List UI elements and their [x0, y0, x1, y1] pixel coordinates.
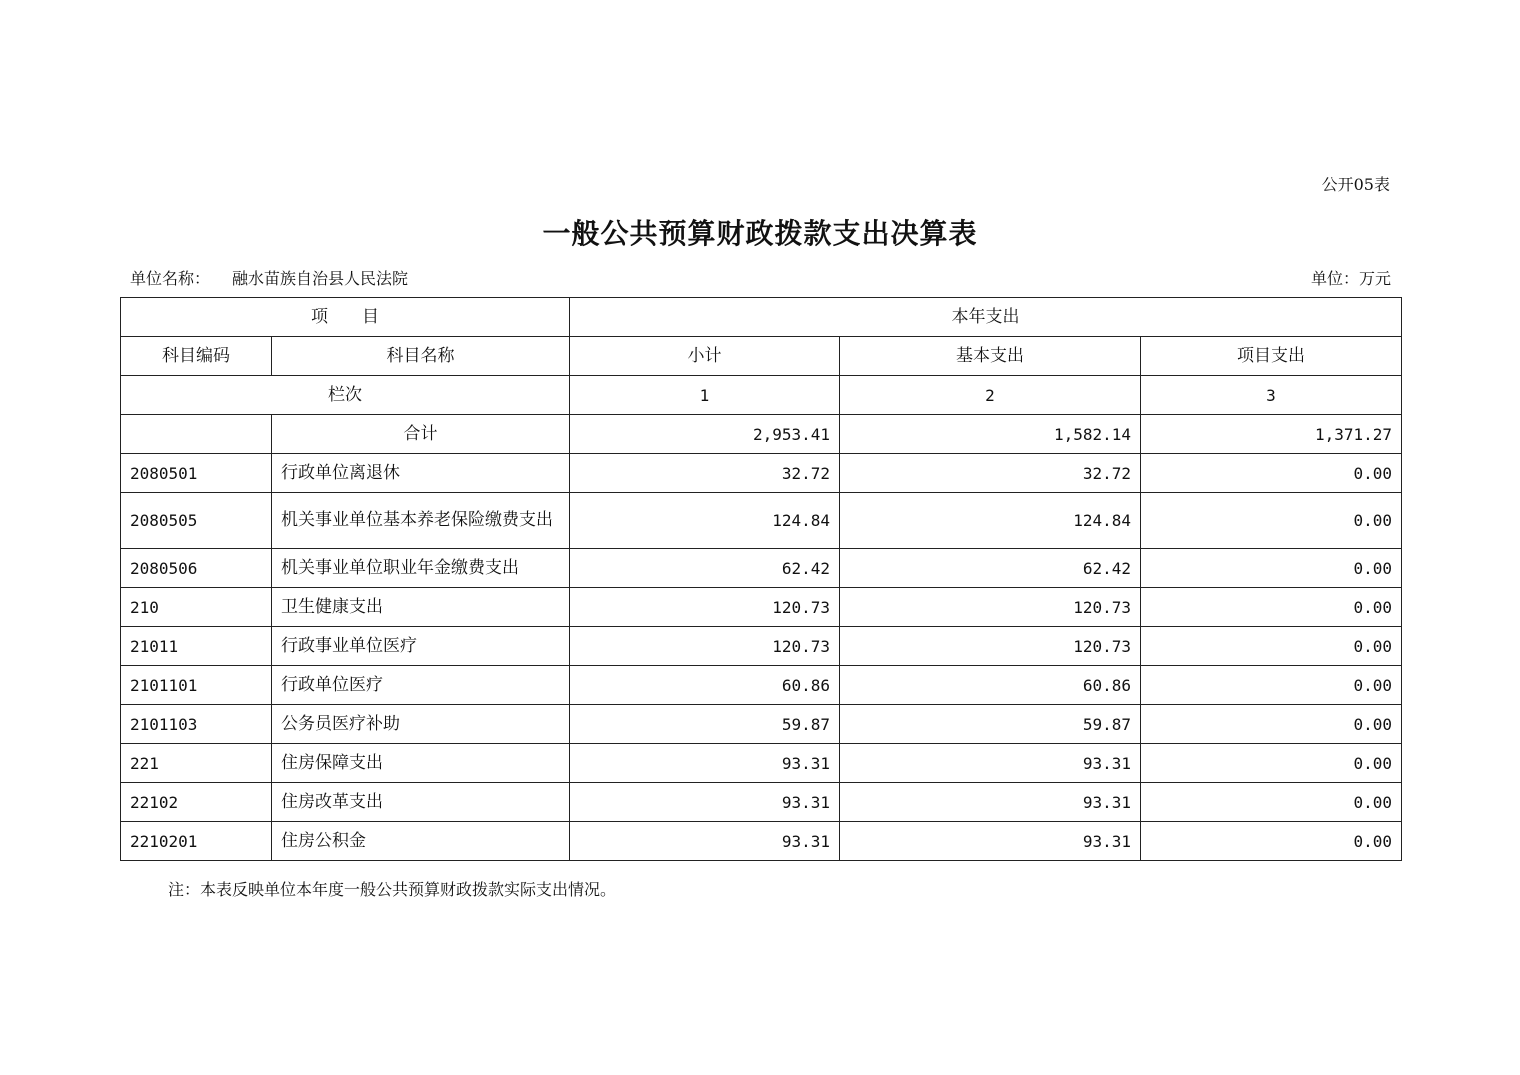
row-name: 住房保障支出	[272, 744, 570, 783]
header-code: 科目编码	[121, 337, 272, 376]
row-code: 2080501	[121, 454, 272, 493]
row-name: 机关事业单位职业年金缴费支出	[272, 549, 570, 588]
row-name: 卫生健康支出	[272, 588, 570, 627]
row-name: 行政单位离退休	[272, 454, 570, 493]
table-row	[121, 666, 1402, 705]
header-col-1: 1	[570, 376, 840, 415]
footnote: 注：本表反映单位本年度一般公共预算财政拨款实际支出情况。	[168, 880, 617, 899]
row-basic: 62.42	[840, 549, 1141, 588]
header-row-label: 栏次	[121, 376, 570, 415]
header-item-group: 项 目	[121, 298, 570, 337]
table-row	[121, 744, 1402, 783]
row-project: 0.00	[1141, 783, 1402, 822]
row-code: 2080505	[121, 493, 272, 549]
header-year-expense-group: 本年支出	[570, 298, 1402, 337]
total-code-cell	[121, 415, 272, 454]
header-subtotal: 小计	[570, 337, 840, 376]
total-subtotal: 2,953.41	[570, 415, 840, 454]
row-project: 0.00	[1141, 549, 1402, 588]
row-name: 公务员医疗补助	[272, 705, 570, 744]
header-row-index	[121, 376, 1402, 415]
row-subtotal: 120.73	[570, 588, 840, 627]
row-subtotal: 93.31	[570, 783, 840, 822]
unit-name: 融水苗族自治县人民法院	[232, 269, 409, 288]
row-basic: 93.31	[840, 822, 1141, 861]
row-project: 0.00	[1141, 705, 1402, 744]
header-row-group	[121, 298, 1402, 337]
total-basic: 1,582.14	[840, 415, 1141, 454]
header-col-2: 2	[840, 376, 1141, 415]
row-subtotal: 32.72	[570, 454, 840, 493]
row-name: 住房改革支出	[272, 783, 570, 822]
row-project: 0.00	[1141, 666, 1402, 705]
expenditure-table	[120, 297, 1402, 861]
row-code: 22102	[121, 783, 272, 822]
table-row	[121, 588, 1402, 627]
form-code: 公开05表	[1321, 175, 1390, 194]
table-row	[121, 705, 1402, 744]
row-subtotal: 60.86	[570, 666, 840, 705]
unit-info-row	[130, 266, 1391, 288]
header-basic: 基本支出	[840, 337, 1141, 376]
header-name: 科目名称	[272, 337, 570, 376]
row-subtotal: 59.87	[570, 705, 840, 744]
row-project: 0.00	[1141, 627, 1402, 666]
row-subtotal: 120.73	[570, 627, 840, 666]
table-row	[121, 454, 1402, 493]
row-name: 住房公积金	[272, 822, 570, 861]
total-label: 合计	[272, 415, 570, 454]
row-code: 221	[121, 744, 272, 783]
currency-unit: 单位：万元	[1310, 269, 1391, 288]
table-row	[121, 783, 1402, 822]
header-col-3: 3	[1141, 376, 1402, 415]
row-basic: 124.84	[840, 493, 1141, 549]
unit-name-block	[130, 266, 408, 289]
row-subtotal: 93.31	[570, 822, 840, 861]
total-project: 1,371.27	[1141, 415, 1402, 454]
row-project: 0.00	[1141, 588, 1402, 627]
row-basic: 59.87	[840, 705, 1141, 744]
row-code: 21011	[121, 627, 272, 666]
row-name: 行政事业单位医疗	[272, 627, 570, 666]
header-project: 项目支出	[1141, 337, 1402, 376]
total-row	[121, 415, 1402, 454]
table-row	[121, 822, 1402, 861]
row-subtotal: 93.31	[570, 744, 840, 783]
table-row	[121, 549, 1402, 588]
row-basic: 60.86	[840, 666, 1141, 705]
row-basic: 93.31	[840, 744, 1141, 783]
row-subtotal: 124.84	[570, 493, 840, 549]
row-code: 210	[121, 588, 272, 627]
row-project: 0.00	[1141, 822, 1402, 861]
unit-name-label: 单位名称：	[130, 269, 211, 288]
row-code: 2210201	[121, 822, 272, 861]
row-code: 2080506	[121, 549, 272, 588]
row-project: 0.00	[1141, 454, 1402, 493]
table-row	[121, 493, 1402, 549]
row-name: 机关事业单位基本养老保险缴费支出	[272, 493, 570, 549]
row-name: 行政单位医疗	[272, 666, 570, 705]
row-subtotal: 62.42	[570, 549, 840, 588]
row-basic: 93.31	[840, 783, 1141, 822]
row-project: 0.00	[1141, 744, 1402, 783]
table-row	[121, 627, 1402, 666]
row-basic: 120.73	[840, 627, 1141, 666]
row-code: 2101103	[121, 705, 272, 744]
row-code: 2101101	[121, 666, 272, 705]
header-row-columns	[121, 337, 1402, 376]
page-title: 一般公共预算财政拨款支出决算表	[542, 217, 978, 250]
row-basic: 32.72	[840, 454, 1141, 493]
row-project: 0.00	[1141, 493, 1402, 549]
row-basic: 120.73	[840, 588, 1141, 627]
